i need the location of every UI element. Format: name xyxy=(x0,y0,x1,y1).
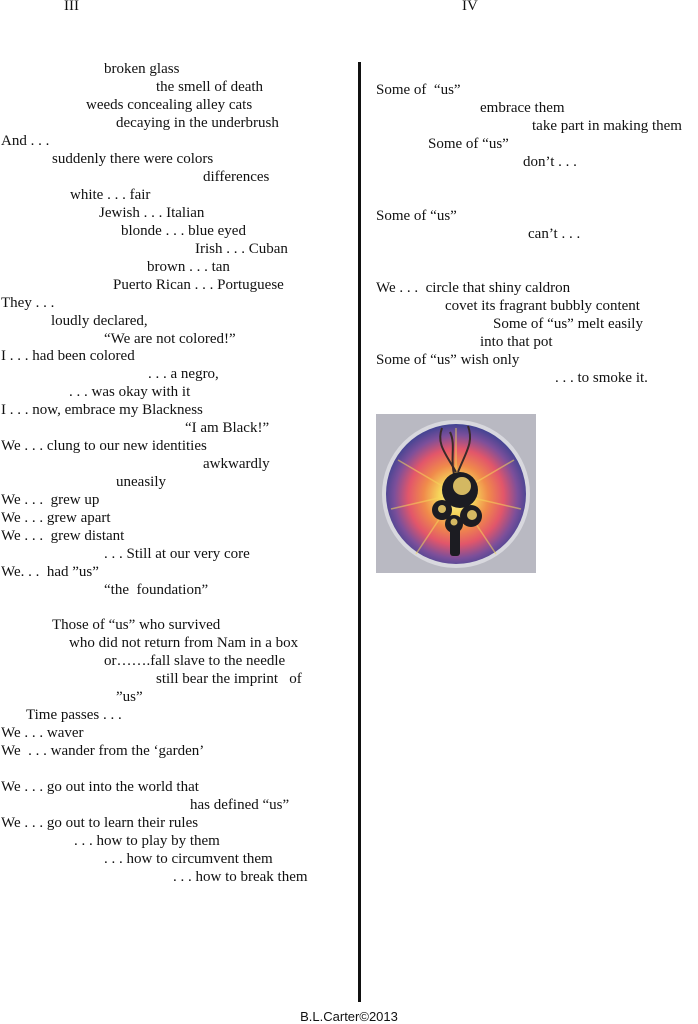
poem-line: Time passes . . . xyxy=(26,707,122,723)
poem-line: awkwardly xyxy=(203,456,270,472)
poem-line: ”us” xyxy=(116,689,143,705)
poem-line: differences xyxy=(203,169,270,185)
poem-line: I . . . had been colored xyxy=(1,348,135,364)
poem-line: decaying in the underbrush xyxy=(116,115,279,131)
poem-line: We . . . waver xyxy=(1,725,84,741)
poem-line: uneasily xyxy=(116,474,166,490)
poem-line: Irish . . . Cuban xyxy=(195,241,288,257)
poem-line: embrace them xyxy=(480,100,565,116)
poem-line: don’t . . . xyxy=(523,154,577,170)
poem-line: weeds concealing alley cats xyxy=(86,97,253,113)
poem-line: broken glass xyxy=(104,61,180,77)
painting-image xyxy=(376,414,536,573)
poem-line: Some of “us” melt easily xyxy=(493,316,643,332)
poem-line: Some of “us” xyxy=(376,82,461,98)
poem-line: Those of “us” who survived xyxy=(52,617,221,633)
poem-line: We. . . had ”us” xyxy=(1,564,99,580)
poem-line: Some of “us” wish only xyxy=(376,352,520,368)
poem-line: the smell of death xyxy=(156,79,264,95)
poem-line: We . . . go out to learn their rules xyxy=(1,815,199,831)
poem-line: We . . . grew distant xyxy=(1,528,125,544)
poem-line: brown . . . tan xyxy=(147,259,230,275)
section-number-left: III xyxy=(64,0,79,14)
poem-line: who did not return from Nam in a box xyxy=(69,635,299,651)
poem-line: They . . . xyxy=(1,295,55,311)
poem-line: We . . . clung to our new identities xyxy=(1,438,207,454)
poem-line: Puerto Rican . . . Portuguese xyxy=(113,277,284,293)
poem-line: We . . . grew apart xyxy=(1,510,111,526)
poem-line: . . . how to break them xyxy=(173,869,308,885)
poem-line: suddenly there were colors xyxy=(52,151,214,167)
poem-line: take part in making them xyxy=(532,118,682,134)
poem-line: . . . was okay with it xyxy=(69,384,191,400)
poem-line: can’t . . . xyxy=(528,226,581,242)
poem-line: still bear the imprint of xyxy=(156,671,302,687)
poem-line: We . . . wander from the ‘garden’ xyxy=(1,743,205,759)
poem-line: We . . . grew up xyxy=(1,492,100,508)
poem-line: “We are not colored!” xyxy=(104,331,236,347)
poem-line: And . . . xyxy=(1,133,50,149)
poem-line: . . . a negro, xyxy=(148,366,219,382)
column-divider xyxy=(358,62,361,1002)
poem-line: covet its fragrant bubbly content xyxy=(445,298,640,314)
poem-line: . . . how to circumvent them xyxy=(104,851,273,867)
poem-line: blonde . . . blue eyed xyxy=(121,223,246,239)
poem-line: has defined “us” xyxy=(190,797,290,813)
poem-line: . . . to smoke it. xyxy=(555,370,648,386)
poem-line: I . . . now, embrace my Blackness xyxy=(1,402,203,418)
poem-line: “the foundation” xyxy=(104,582,209,598)
poem-line: . . . Still at our very core xyxy=(104,546,250,562)
poem-line: Some of “us” xyxy=(428,136,509,152)
poem-line: into that pot xyxy=(480,334,553,350)
poem-line: Some of “us” xyxy=(376,208,457,224)
poem-line: . . . how to play by them xyxy=(74,833,220,849)
poem-line: or…….fall slave to the needle xyxy=(104,653,286,669)
poem-line: We . . . go out into the world that xyxy=(1,779,199,795)
poem-line: white . . . fair xyxy=(70,187,151,203)
poem-line: We . . . circle that shiny caldron xyxy=(376,280,571,296)
poem-line: loudly declared, xyxy=(51,313,148,329)
copyright-credit: B.L.Carter©2013 xyxy=(300,1009,398,1024)
painting-icon xyxy=(376,414,536,573)
section-number-right: IV xyxy=(462,0,478,14)
poem-line: Jewish . . . Italian xyxy=(99,205,205,221)
poem-line: “I am Black!” xyxy=(185,420,270,436)
